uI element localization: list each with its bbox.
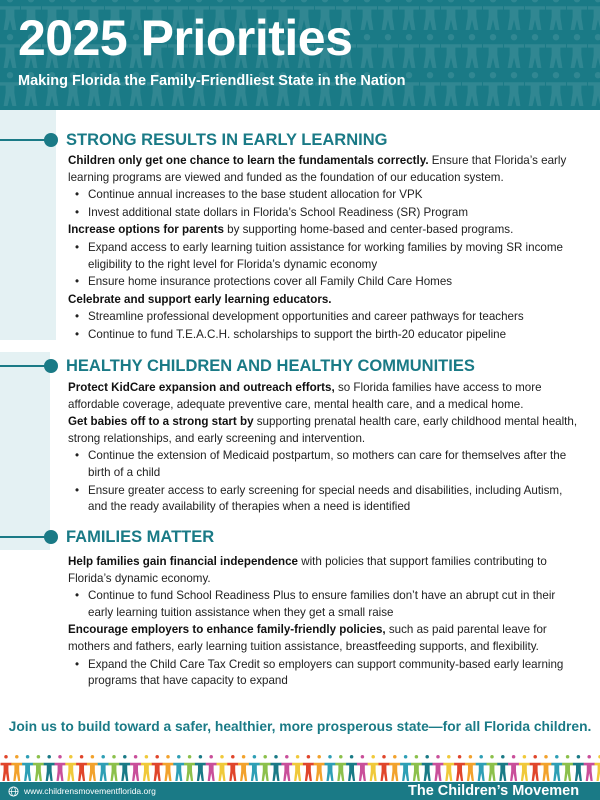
doll-figure [130, 755, 141, 781]
paragraph [68, 554, 578, 587]
bullet-item: • Continue the extension of Medicaid postpartum, so mothers can care for themselves after the birth of a child [88, 448, 578, 481]
paragraph [68, 414, 578, 447]
doll-figure [76, 755, 87, 781]
doll-figure [163, 755, 174, 781]
doll-figure [195, 755, 206, 781]
doll-shape [441, 0, 461, 30]
doll-figure [271, 755, 282, 781]
doll-figure [303, 755, 314, 781]
doll-shape [546, 0, 566, 30]
doll-figure [184, 755, 195, 781]
doll-shape [378, 34, 398, 68]
section-early-learning [0, 128, 600, 341]
side-accent-panel [0, 352, 50, 550]
doll-figure [584, 755, 595, 781]
doll-shape [357, 34, 377, 68]
doll-figure [1, 755, 12, 781]
doll-shape [483, 0, 503, 30]
section-title: FAMILIES MATTER [66, 528, 215, 546]
doll-shape [525, 34, 545, 68]
section-header [0, 525, 600, 549]
bullet-item: • Continue to fund T.E.A.C.H. scholarships to support the birth-20 educator pipeline [88, 327, 578, 344]
bullet-list [68, 657, 578, 690]
doll-figure [292, 755, 303, 781]
doll-figure [497, 755, 508, 781]
doll-figure [325, 755, 336, 781]
bullet-item: • Invest additional state dollars in Florida’s School Readiness (SR) Program [88, 205, 578, 222]
doll-figure [530, 755, 541, 781]
footer-website-link[interactable] [8, 782, 156, 800]
doll-figure [173, 755, 184, 781]
footer-bar [0, 782, 600, 800]
paragraph [68, 622, 578, 655]
paragraph [68, 153, 578, 186]
doll-shape [483, 72, 503, 106]
doll-shape [504, 0, 524, 30]
doll-shape [357, 0, 377, 30]
doll-figure [55, 755, 66, 781]
paragraph-lead: Increase options for parents [68, 223, 224, 237]
doll-figure [443, 755, 454, 781]
doll-figure [433, 755, 444, 781]
doll-figure [411, 755, 422, 781]
section-title: HEALTHY CHILDREN AND HEALTHY COMMUNITIES [66, 357, 475, 375]
doll-figure [11, 755, 22, 781]
paragraph-lead: Encourage employers to enhance family-friendly policies, [68, 623, 386, 637]
doll-shape [441, 34, 461, 68]
doll-figure [465, 755, 476, 781]
section-dot-icon [44, 359, 58, 373]
doll-shape [567, 72, 587, 106]
paragraph-lead: Celebrate and support early learning educators. [68, 292, 332, 306]
doll-figure [152, 755, 163, 781]
doll-shape [567, 34, 587, 68]
header-banner [0, 0, 600, 110]
section-header [0, 354, 600, 378]
paper-doll-chain [0, 754, 600, 782]
bullet-item: • Expand the Child Care Tax Credit so employers can support community-based early learning programs that have capacity to expand [88, 657, 578, 690]
paragraph-lead: Get babies off to a strong start by [68, 415, 254, 429]
doll-shape [0, 0, 20, 30]
doll-figure [476, 755, 487, 781]
doll-figure [314, 755, 325, 781]
doll-shape [546, 34, 566, 68]
paragraph-text: by supporting home-based and center-based programs. [223, 223, 514, 237]
bullet-item: • Streamline professional development opportunities and career pathways for teachers [88, 309, 578, 326]
section-healthy-children [0, 354, 600, 514]
doll-shape [525, 72, 545, 106]
doll-figure [65, 755, 76, 781]
paragraph-text: supporting prenatal health care, early childhood mental health, strong relationships, and early screening and intervention. [68, 415, 578, 445]
doll-shape [462, 72, 482, 106]
paragraph [68, 380, 578, 413]
doll-figure [422, 755, 433, 781]
doll-figure [281, 755, 292, 781]
paragraph [68, 222, 578, 239]
doll-shape [588, 34, 600, 68]
doll-figure [33, 755, 44, 781]
section-header [0, 128, 600, 152]
doll-figure [87, 755, 98, 781]
doll-figure [335, 755, 346, 781]
doll-figure [541, 755, 552, 781]
doll-shape [420, 0, 440, 30]
doll-figure [389, 755, 400, 781]
doll-figure [551, 755, 562, 781]
paragraph-text: with policies that support families contributing to Florida’s dynamic economy. [68, 555, 547, 585]
doll-figure [357, 755, 368, 781]
doll-figure [368, 755, 379, 781]
paragraph-text: such as paid parental leave for mothers and fathers, early learning tuition assistance, breastfeeding supports, and flexibility. [68, 623, 547, 653]
bullet-list [68, 448, 578, 515]
globe-icon [8, 786, 19, 797]
doll-shape [483, 34, 503, 68]
doll-shape [0, 72, 20, 106]
doll-shape [567, 0, 587, 30]
doll-figure [109, 755, 120, 781]
doll-shape [420, 34, 440, 68]
bullet-item: • Expand access to early learning tuition assistance for working families by moving SR income eligibility to the right level for Florida’s dynamic economy [88, 240, 578, 273]
doll-shape [420, 72, 440, 106]
doll-figure [217, 755, 228, 781]
doll-figure [249, 755, 260, 781]
paragraph-lead: Children only get one chance to learn the fundamentals correctly. [68, 154, 429, 167]
doll-shape [399, 0, 419, 30]
doll-figure [119, 755, 130, 781]
doll-shape [588, 0, 600, 30]
doll-figure [519, 755, 530, 781]
section-body [68, 153, 578, 345]
doll-figure [346, 755, 357, 781]
doll-figure [595, 755, 600, 781]
section-families-matter [0, 525, 600, 688]
doll-figure [227, 755, 238, 781]
paragraph-lead: Protect KidCare expansion and outreach efforts, [68, 381, 335, 394]
bullet-item: • Ensure home insurance protections cover all Family Child Care Homes [88, 274, 578, 291]
doll-figure [141, 755, 152, 781]
doll-shape [525, 0, 545, 30]
footer-brand-name: The Children’s Movemen [408, 783, 580, 799]
section-dot-icon [44, 530, 58, 544]
doll-shape [588, 72, 600, 106]
doll-figure [487, 755, 498, 781]
bullet-list [68, 240, 578, 291]
doll-shape [0, 34, 20, 68]
doll-figure [562, 755, 573, 781]
bullet-item: • Ensure greater access to early screening for special needs and disabilities, including Autism, and the ready availability of therapies when a need is identified [88, 483, 578, 516]
call-to-action: Join us to build toward a safer, healthier, more prosperous state—for all Florida children. [8, 719, 592, 734]
bullet-item: • Continue to fund School Readiness Plus to ensure families don’t have an abrupt cut in their early learning tuition assistance when they get a small raise [88, 588, 578, 621]
doll-shape [504, 72, 524, 106]
page-title: 2025 Priorities [18, 10, 353, 66]
bullet-item: • Continue annual increases to the base student allocation for VPK [88, 187, 578, 204]
doll-shape [546, 72, 566, 106]
bullet-list [68, 187, 578, 221]
doll-shape [504, 34, 524, 68]
doll-figure [573, 755, 584, 781]
paragraph-lead: Help families gain financial independence [68, 555, 299, 568]
section-title: STRONG RESULTS IN EARLY LEARNING [66, 131, 388, 149]
paragraph-text: so Florida families have access to more affordable coverage, adequate preventive care, mental health care, and a medical home. [68, 381, 542, 411]
bullet-list [68, 588, 578, 621]
section-body [68, 380, 578, 517]
doll-shape [399, 34, 419, 68]
doll-figure [44, 755, 55, 781]
bullet-list [68, 309, 578, 343]
doll-figure [22, 755, 33, 781]
page-subtitle: Making Florida the Family-Friendliest State in the Nation [18, 73, 406, 89]
doll-figure [379, 755, 390, 781]
doll-figure [260, 755, 271, 781]
doll-figure [238, 755, 249, 781]
paragraph-text: Ensure that Florida’s early learning programs are viewed and funded as the foundation of our education system. [68, 154, 567, 184]
section-body [68, 554, 578, 691]
doll-figure [400, 755, 411, 781]
doll-figure [98, 755, 109, 781]
footer-url-text: www.childrensmovementflorida.org [24, 786, 156, 796]
doll-shape [462, 34, 482, 68]
doll-figure [454, 755, 465, 781]
doll-figure [206, 755, 217, 781]
doll-shape [462, 0, 482, 30]
section-dot-icon [44, 133, 58, 147]
doll-shape [378, 0, 398, 30]
doll-shape [441, 72, 461, 106]
doll-figure [508, 755, 519, 781]
paragraph [68, 292, 578, 309]
